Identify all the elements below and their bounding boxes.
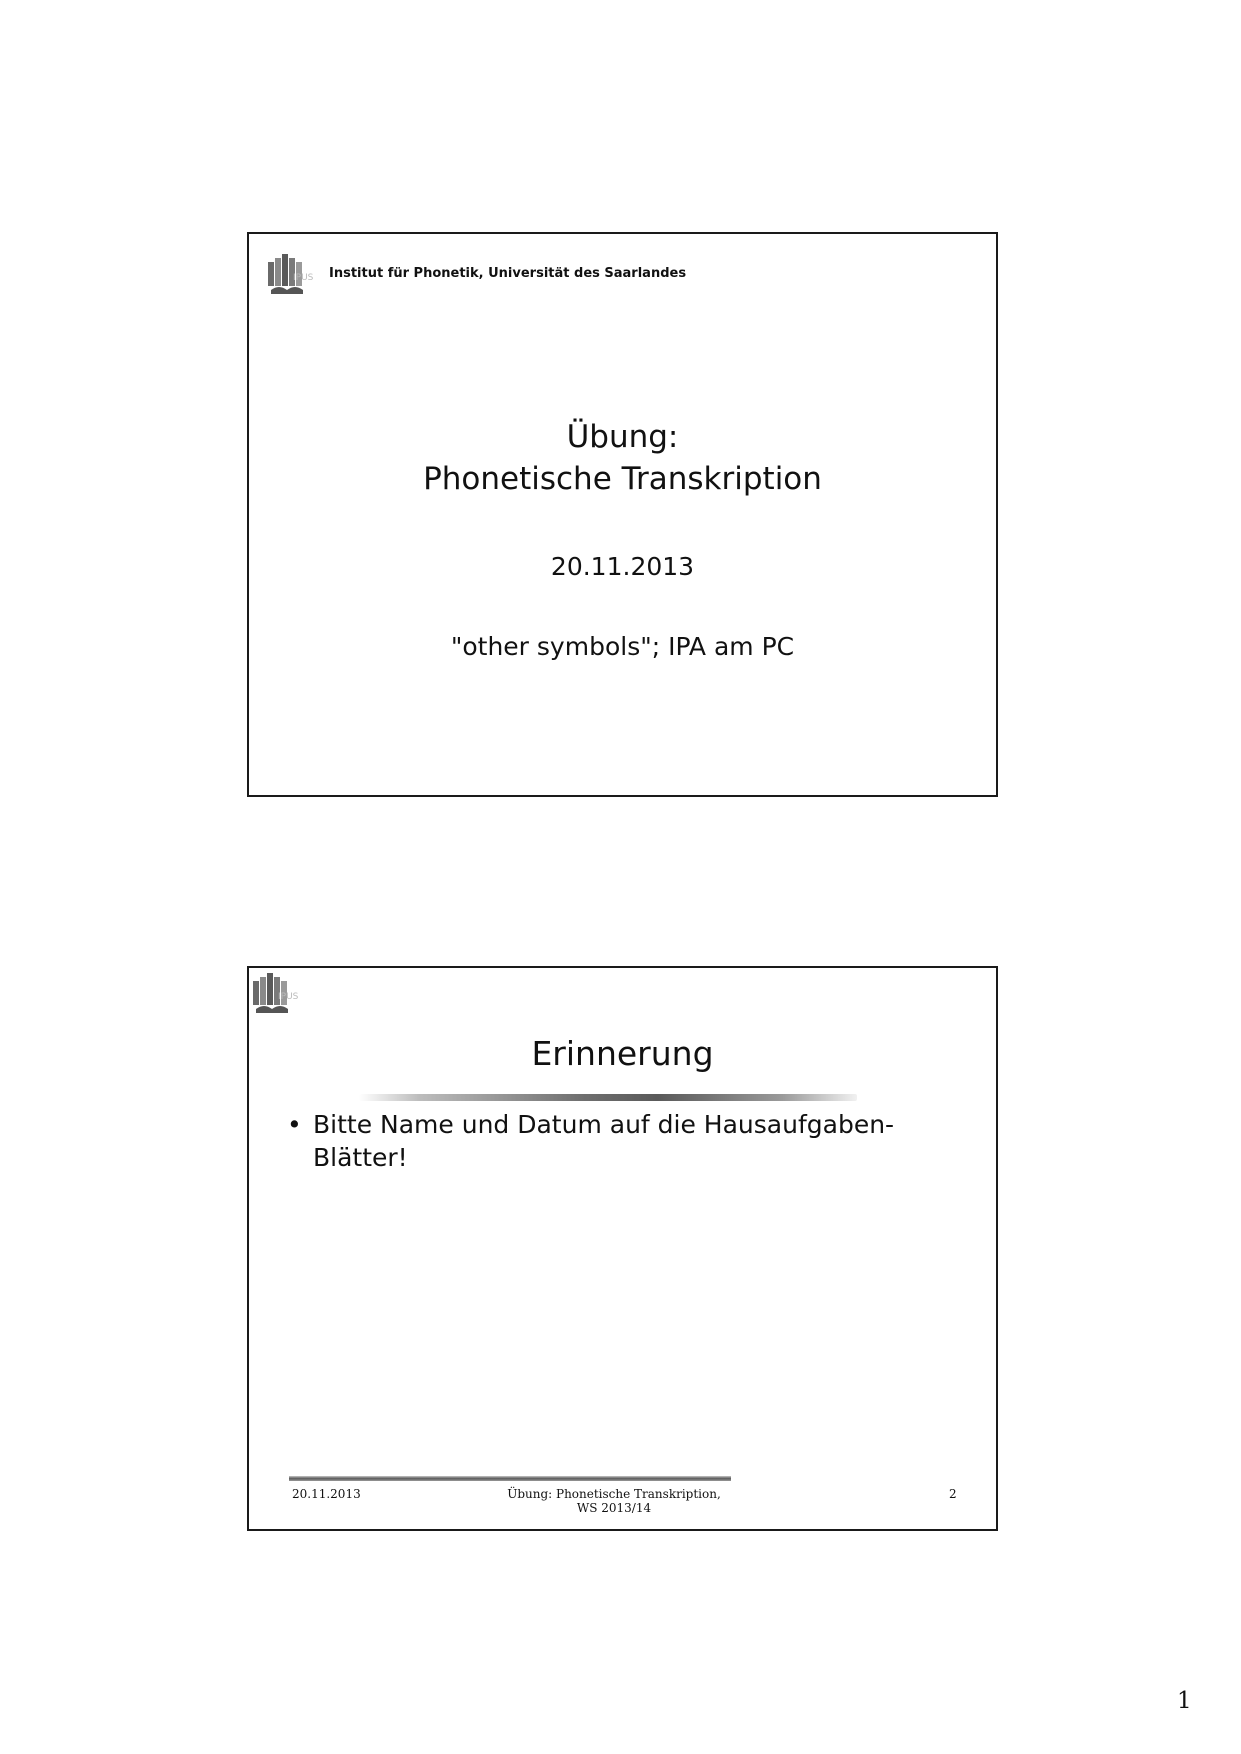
institute-logo-icon (252, 971, 299, 1017)
institute-name: Institut für Phonetik, Universität des Saarlandes (329, 266, 687, 281)
bullet-text-line-2: Blätter! (313, 1143, 408, 1172)
logo-text: IPUS (278, 992, 299, 1002)
logo-text: IPUS (293, 273, 314, 283)
list-item (287, 1108, 927, 1174)
title-line-1: Übung: (566, 419, 679, 455)
bullet-text-line-1: Bitte Name und Datum auf die Hausaufgaben- (313, 1110, 895, 1139)
footer-course-line-2: WS 2013/14 (576, 1501, 652, 1515)
slide-title (249, 416, 996, 500)
footer-date: 20.11.2013 (292, 1487, 361, 1501)
title-line-2: Phonetische Transkription (423, 461, 822, 497)
page-number: 1 (1177, 1688, 1192, 1714)
institute-logo-icon (267, 252, 314, 298)
slide-1 (247, 232, 998, 797)
footer-course (504, 1487, 724, 1515)
title-divider (359, 1094, 857, 1101)
slide-subtitle: "other symbols"; IPA am PC (450, 632, 795, 661)
slide-date: 20.11.2013 (550, 552, 695, 581)
bullet-icon: • (287, 1110, 302, 1139)
footer-divider (289, 1476, 731, 1481)
slide-2 (247, 966, 998, 1531)
slide-title: Erinnerung (531, 1034, 714, 1073)
footer-course-line-1: Übung: Phonetische Transkription, (507, 1487, 721, 1501)
footer-slide-number: 2 (949, 1487, 957, 1501)
bullet-list (287, 1108, 927, 1174)
